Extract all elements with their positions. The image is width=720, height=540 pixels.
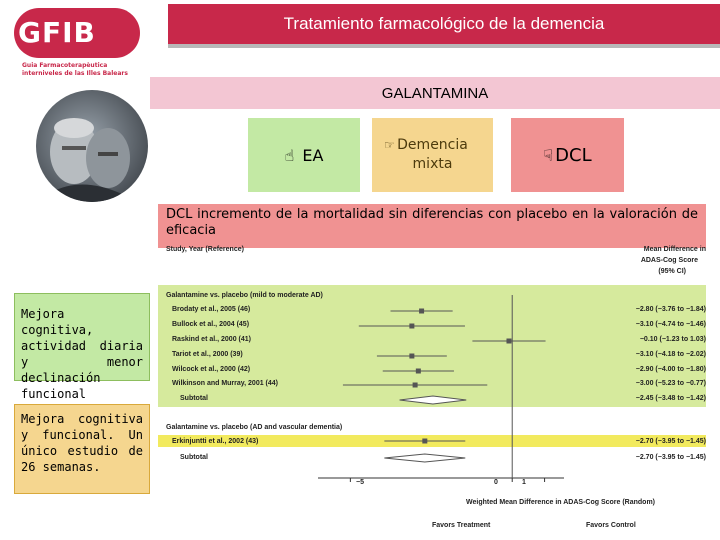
indication-ea-box [248,118,360,192]
forest-subtotal-label: Subtotal [180,454,208,461]
logo-letters: GFIB [18,16,96,49]
forest-col-md-2: ADAS-Cog Score [640,257,698,264]
gfib-logo [8,6,138,76]
forest-col-md-3: (95% CI) [658,268,686,275]
forest-group1-title: Galantamine vs. placebo (mild to moderate AD) [166,292,323,299]
thumbs-down-icon: ☟ [543,145,554,165]
indication-dcl-label: DCL [555,144,592,166]
forest-subtotal-label: Subtotal [180,395,208,402]
forest-study-label: Bullock et al., 2004 (45) [172,321,250,328]
forest-tick-label: −5 [356,479,364,486]
forest-point-estimate [409,324,414,329]
forest-favors-control: Favors Control [586,522,636,529]
pointing-hand-icon: ☞ [384,138,395,152]
forest-subtotal-ci: −2.45 (−3.48 to −1.42) [635,395,706,402]
indication-ea-label: EA [302,145,324,165]
forest-ci-value: −3.10 (−4.18 to −2.02) [635,351,706,358]
forest-ci-value: −2.70 (−3.95 to −1.45) [635,438,706,445]
forest-ci-value: −3.10 (−4.74 to −1.46) [635,321,706,328]
dcl-mortality-note: DCL incremento de la mortalidad sin diferencias con placebo en la valoración de eficacia [158,204,706,248]
forest-group2-title: Galantamine vs. placebo (AD and vascular dementia) [166,424,343,431]
forest-tick-label: 0 [494,479,498,486]
drug-name: GALANTAMINA [381,84,489,102]
forest-point-estimate [413,383,418,388]
forest-subtotal-diamond [400,396,467,404]
forest-ci-value: −2.80 (−3.76 to −1.84) [635,306,706,313]
forest-point-estimate [416,369,421,374]
indication-mixta-label: Demencia mixta [397,137,468,172]
forest-study-label: Raskind et al., 2000 (41) [172,336,251,343]
forest-ci-value: −2.90 (−4.00 to −1.80) [635,366,706,373]
forest-point-estimate [419,309,424,314]
logo-subtitle-line1: Guia Farmacoterapèutica [22,62,108,69]
forest-subtotal-diamond [384,454,465,462]
forest-tick-label: 1 [522,479,526,486]
forest-study-label: Wilcock et al., 2000 (42) [172,366,251,373]
forest-study-label: Wilkinson and Murray, 2001 (44) [172,380,279,387]
forest-axis-label: Weighted Mean Difference in ADAS-Cog Score (Random) [466,499,656,506]
forest-favors-treatment: Favors Treatment [432,522,491,529]
forest-study-label: Erkinjuntti et al., 2002 (43) [172,438,259,445]
indication-mixta-box [372,118,493,192]
slide-title: Tratamiento farmacológico de la demencia [283,14,605,33]
forest-ci-value: −3.00 (−5.23 to −0.77) [635,380,706,387]
forest-col-md-1: Mean Difference in [643,246,706,253]
logo-subtitle-line2: interniveles de las Illes Balears [22,70,128,77]
forest-point-estimate [422,439,427,444]
thumbs-up-icon: ☝ [284,145,295,165]
forest-ci-value: −0.10 (−1.23 to 1.03) [639,336,706,343]
slide-title-bar [168,4,720,48]
forest-study-label: Tariot et al., 2000 (39) [172,351,243,358]
forest-col-study: Study, Year (Reference) [166,246,244,253]
forest-plot [158,240,720,540]
forest-point-estimate [506,339,511,344]
forest-study-label: Brodaty et al., 2005 (46) [172,306,251,313]
benefit-box-mixed: Mejora cognitiva y funcional. Un único estudio de 26 semanas. [14,404,150,494]
forest-subtotal-ci: −2.70 (−3.95 to −1.45) [635,454,706,461]
indication-dcl-box [511,118,624,192]
forest-point-estimate [409,354,414,359]
benefit-box-ad: Mejora cognitiva, actividad diaria y menor declinación funcional [14,293,150,381]
drug-topic-bar [150,77,720,109]
elderly-faces-photo [22,82,150,210]
